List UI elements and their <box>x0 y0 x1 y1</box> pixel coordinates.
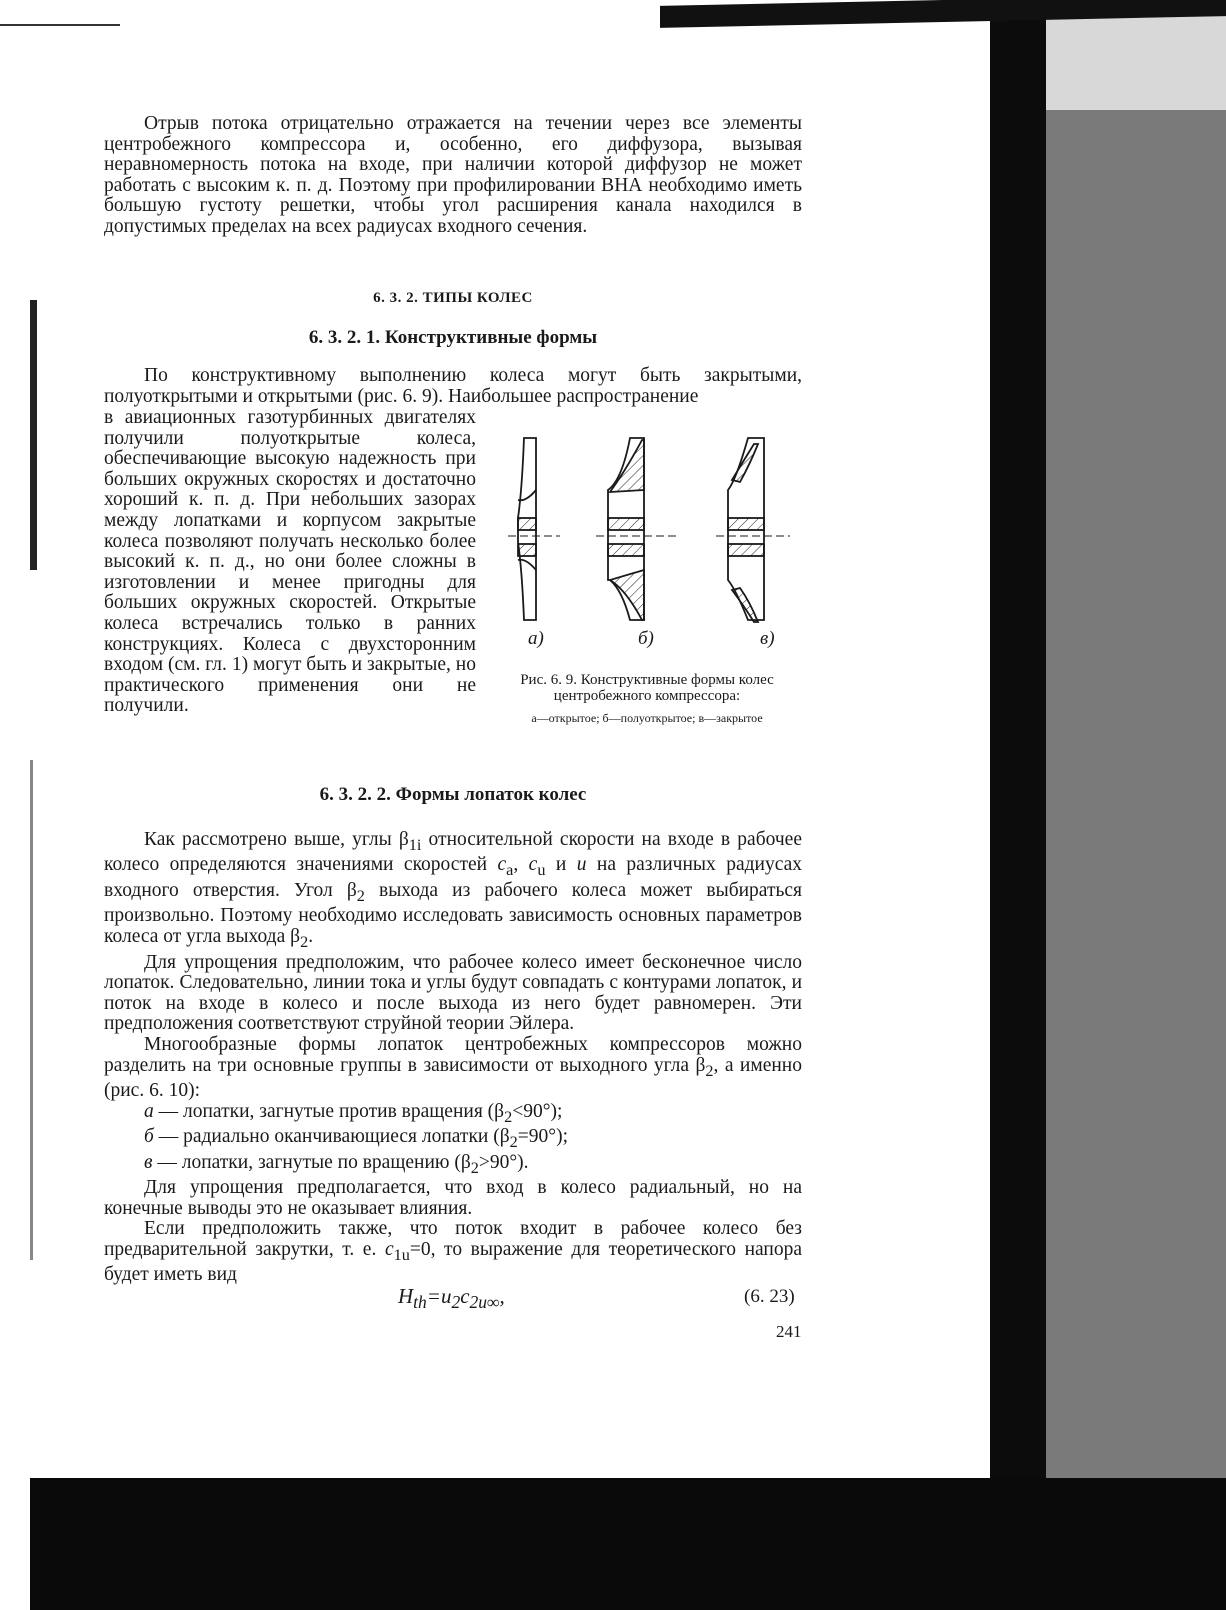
impeller-forms-figure <box>500 430 800 650</box>
scan-mark-left-faint <box>30 760 33 1260</box>
scan-edge-bottom <box>30 1478 1226 1610</box>
intro-paragraph: Отрыв потока отрицательно отражается на течении через все элементы центробежного компрессора и, особенно, его диффузора, вызывая неравномерность потока на входе, при наличии которой диффузор не может работать с высоким к. п. д. Поэтому при профилировании ВНА необходимо иметь большую густоту решетки, чтобы угол расширения канала находился в допустимых пределах на всех радиусах входного сечения. <box>104 113 802 237</box>
equation-number: (6. 23) <box>744 1286 795 1307</box>
figure-label-c: в) <box>760 628 775 649</box>
section-heading: 6. 3. 2. ТИПЫ КОЛЕС <box>373 290 533 306</box>
subsection-heading-1: 6. 3. 2. 1. Конструктивные формы <box>308 327 598 348</box>
paragraph-assumption: Для упрощения предположим, что рабочее колесо имеет бесконечное число лопаток. Следовательно, линии тока и углы будут совпадать с контурами лопаток, и поток на входе в колесо и после выхода из него будет равномерен. Эти предположения соответствуют струйной теории Эйлера. <box>104 951 802 1035</box>
figure-legend: а—открытое; б—полуоткрытое; в—закрытое <box>531 711 763 725</box>
equation-6-23: $H_{th}=u_2c_{2u\infty}$, <box>398 1284 505 1313</box>
scan-shadow-right <box>1046 110 1226 1480</box>
subsection2-body <box>104 830 802 1286</box>
page-number: 241 <box>776 1322 802 1341</box>
figure-label-a: а) <box>528 628 544 649</box>
subsection-heading-2: 6. 3. 2. 2. Формы лопаток колес <box>319 784 587 805</box>
impeller-open-drawing <box>508 438 560 620</box>
scan-line-top <box>0 24 120 26</box>
paragraph-angles: Как рассмотрено выше, углы $\beta_{1i}$ относительной скорости на входе в рабочее колесо определяются значениями скоростей $c_a$, $c_u$ и u на различных радиусах входного отверстия. Угол $\beta_2$ выхода из рабочего колеса может выбираться произвольно. Поэтому необходимо исследовать зависимость основных параметров колеса от угла выхода $\beta_2$. <box>104 829 802 951</box>
list-item: а — лопатки, загнутые против вращения $(\beta_2<90^\circ)$; <box>144 1100 563 1126</box>
subsection1-paragraph-start: По конструктивному выполнению колеса могут быть закрытыми, полуоткрытыми и открытыми (рис. 6. 9). Наибольшее распространение <box>104 365 802 407</box>
list-item: б — радиально оканчивающиеся лопатки $(\beta_2=90^\circ)$; <box>144 1126 568 1151</box>
scan-dark-band <box>990 0 1046 1480</box>
figure-label-b: б) <box>638 628 654 649</box>
figure-caption: Рис. 6. 9. Конструктивные формы колес центробежного компрессора: <box>520 672 774 704</box>
impeller-closed-drawing <box>716 438 790 622</box>
list-item: в — лопатки, загнутые по вращению $(\beta_2>90^\circ)$. <box>144 1151 529 1177</box>
paragraph-radial-inlet: Для упрощения предполагается, что вход в колесо радиальный, но на конечные выводы это не оказывает влияния. <box>104 1177 802 1219</box>
scan-mark-left <box>30 300 37 570</box>
impeller-semi-open-drawing <box>596 438 680 620</box>
subsection1-paragraph-wrap: в авиационных газотурбинных двигателях получили полуоткрытые колеса, обеспечивающие высокую надежность при больших окружных скоростях и достаточно хороший к. п. д. При небольших зазорах между лопатками и корпусом закрытые колеса позволяют получать несколько более высокий к. п. д., но они более сложны в изготовлении и менее пригодны для больших окружных скоростей. Открытые колеса встречались только в ранних конструкциях. Колеса с двухсторонним входом (см. гл. 1) могут быть и закрытые, но практического применения они не получили. <box>104 407 476 717</box>
paragraph-groups: Многообразные формы лопаток центробежных компрессоров можно разделить на три основные группы в зависимости от выходного угла $\beta_2$, а именно (рис. 6. 10): <box>104 1033 802 1101</box>
paragraph-no-prewhirl: Если предположить также, что поток входит в рабочее колесо без предварительной закрутки, т. е. $c_{1u}=0$, то выражение для теоретического напора будет иметь вид <box>104 1218 802 1286</box>
